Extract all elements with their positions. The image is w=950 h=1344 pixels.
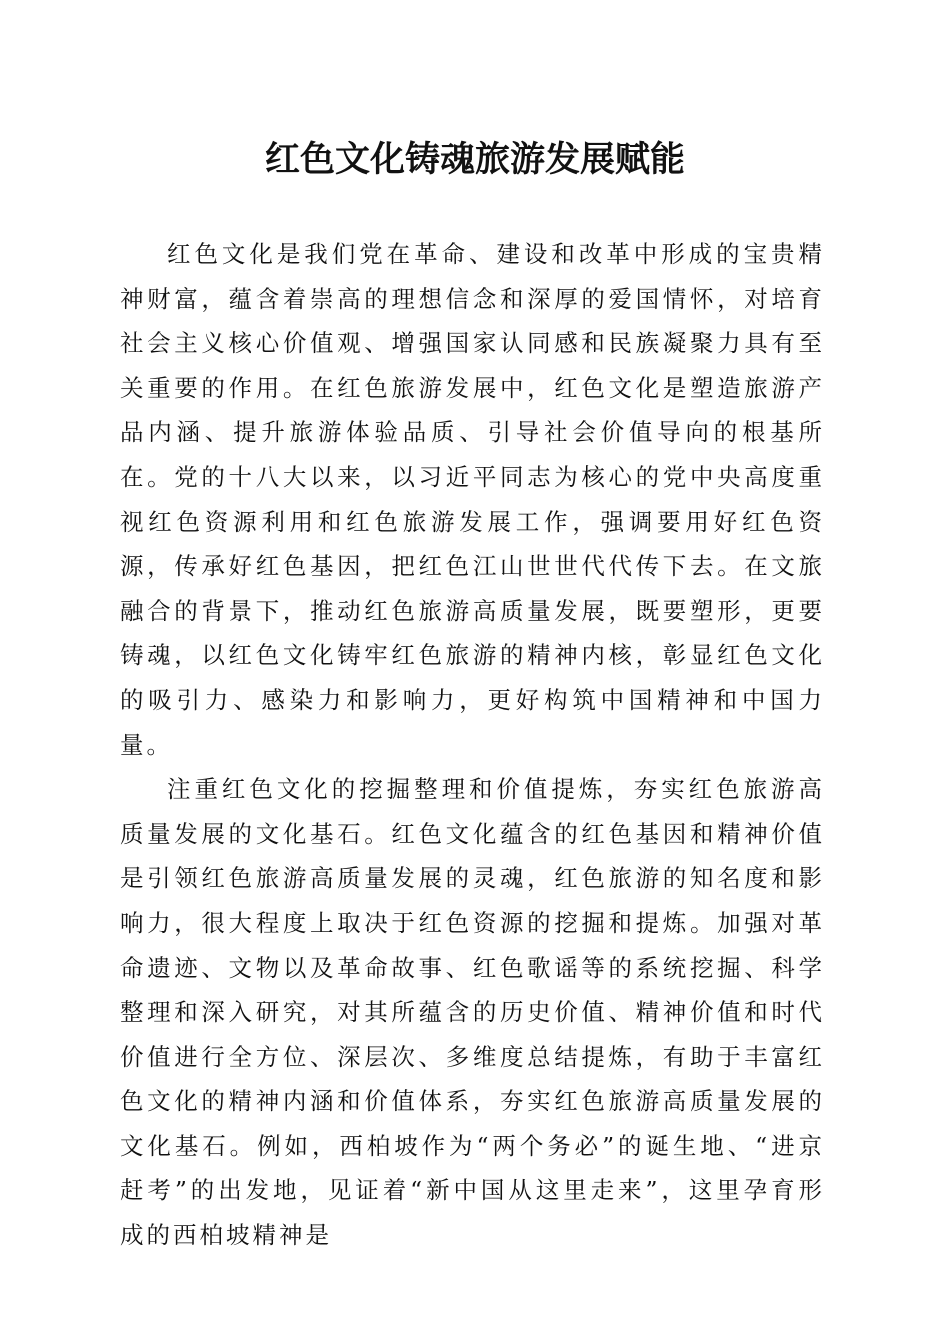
- document-body: [120, 232, 825, 1258]
- document-title: 红色文化铸魂旅游发展赋能: [264, 139, 685, 180]
- paragraph-2: 注重红色文化的挖掘整理和价值提炼，夯实红色旅游高质量发展的文化基石。红色文化蕴含的红色基因和精神价值是引领红色旅游高质量发展的灵魂，红色旅游的知名度和影响力，很大程度上取决于红色资源的挖掘和提炼。加强对革命遗迹、文物以及革命故事、红色歌谣等的系统挖掘、科学整理和深入研究，对其所蕴含的历史价值、精神价值和时代价值进行全方位、深层次、多维度总结提炼，有助于丰富红色文化的精神内涵和价值体系，夯实红色旅游高质量发展的文化基石。例如，西柏坡作为“两个务必”的诞生地、“进京赶考”的出发地，见证着“新中国从这里走来”，这里孕育形成的西柏坡精神是: [120, 775, 825, 1250]
- paragraph-1: 红色文化是我们党在革命、建设和改革中形成的宝贵精神财富，蕴含着崇高的理想信念和深厚的爱国情怀，对培育社会主义核心价值观、增强国家认同感和民族凝聚力具有至关重要的作用。在红色旅游发展中，红色文化是塑造旅游产品内涵、提升旅游体验品质、引导社会价值导向的根基所在。党的十八大以来，以习近平同志为核心的党中央高度重视红色资源利用和红色旅游发展工作，强调要用好红色资源，传承好红色基因，把红色江山世世代代传下去。在文旅融合的背景下，推动红色旅游高质量发展，既要塑形，更要铸魂，以红色文化铸牢红色旅游的精神内核，彰显红色文化的吸引力、感染力和影响力，更好构筑中国精神和中国力量。: [120, 240, 825, 759]
